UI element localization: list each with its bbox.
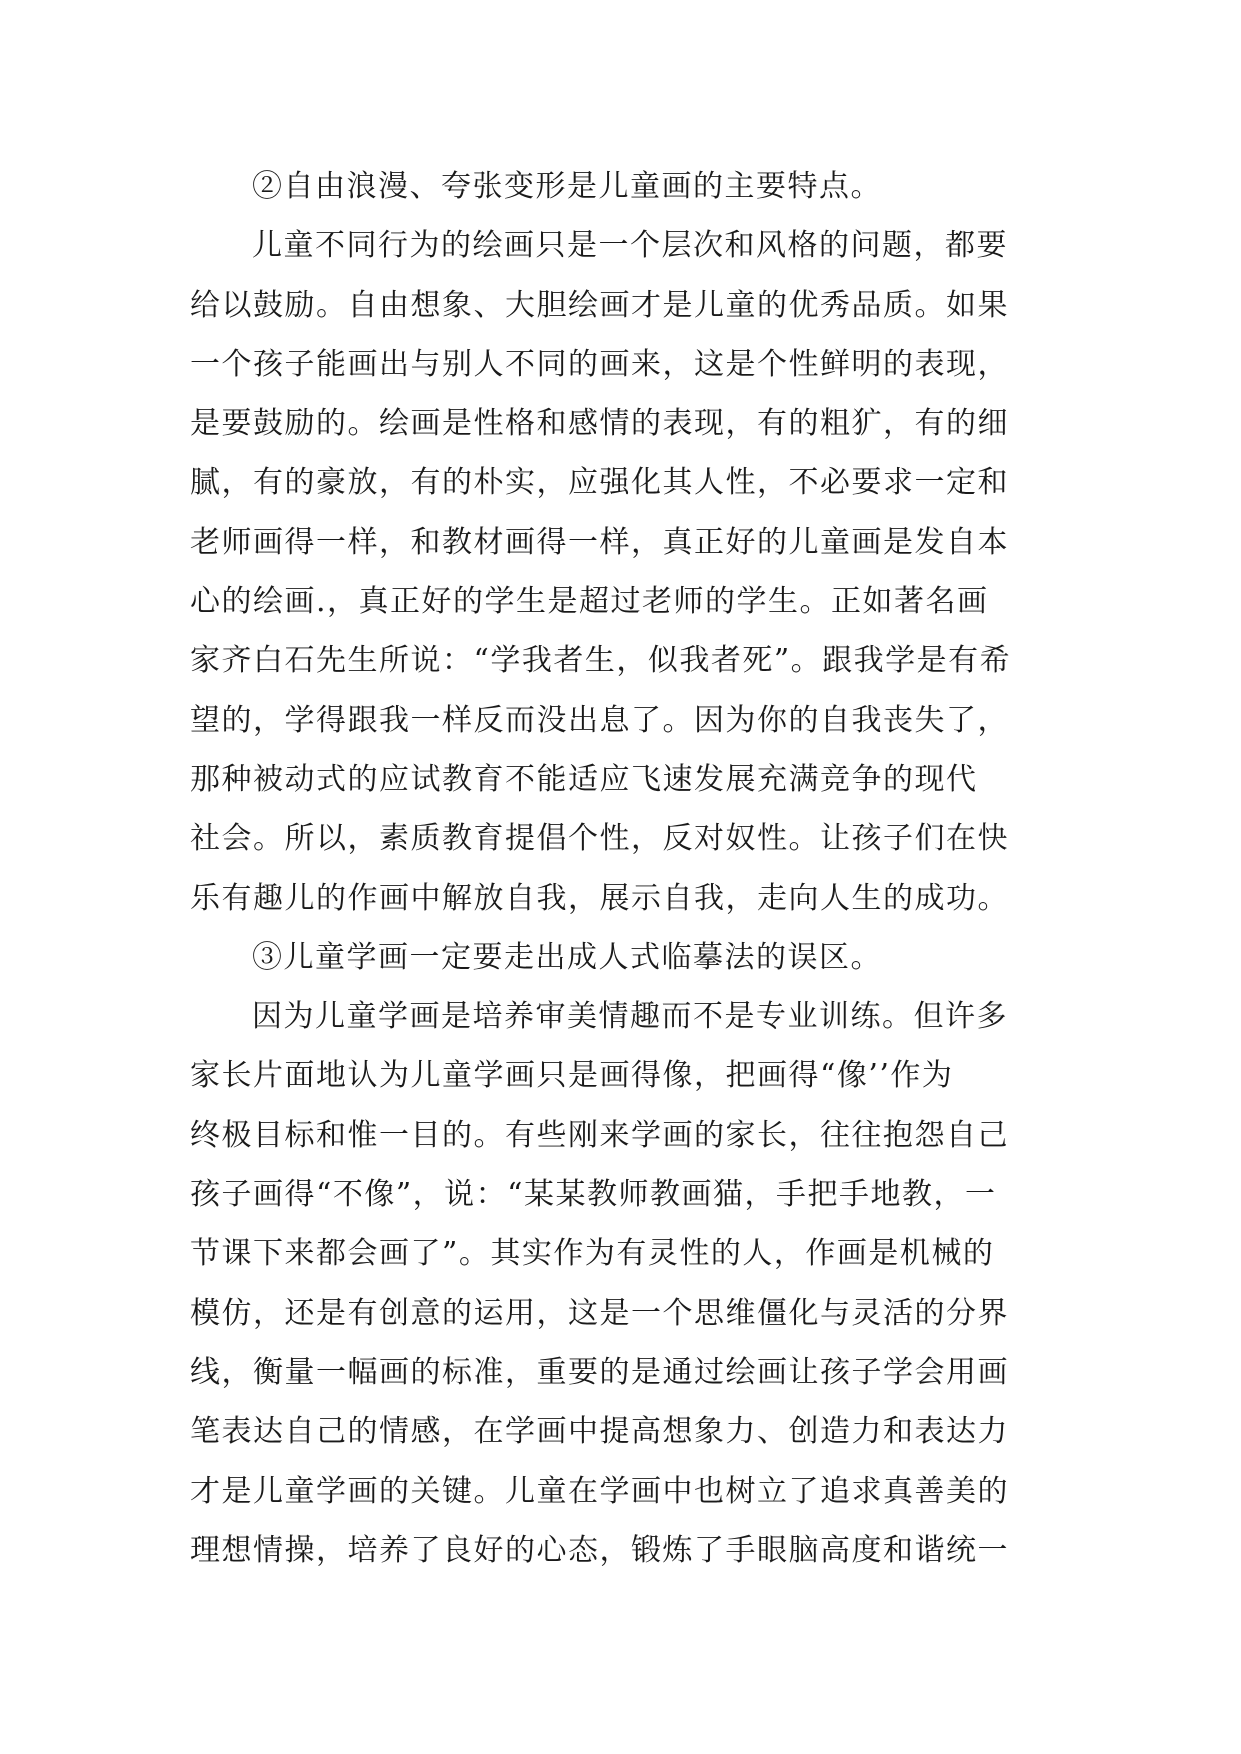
paragraph-line: 腻，有的豪放，有的朴实，应强化其人性，不必要求一定和 bbox=[190, 465, 1009, 501]
paragraph-line: 模仿，还是有创意的运用，这是一个思维僵化与灵活的分界 bbox=[190, 1295, 1009, 1331]
paragraph-line: 乐有趣儿的作画中解放自我，展示自我，走向人生的成功。 bbox=[190, 880, 1009, 916]
paragraph-line: 望的，学得跟我一样反而没出息了。因为你的自我丧失了， bbox=[190, 702, 1009, 738]
paragraph-line: 是要鼓励的。绘画是性格和感情的表现，有的粗犷，有的细 bbox=[190, 406, 1009, 442]
paragraph-line: 孩子画得“不像”，说：“某某教师教画猫，手把手地教，一 bbox=[190, 1177, 997, 1213]
paragraph-line: 社会。所以，素质教育提倡个性，反对奴性。让孩子们在快 bbox=[190, 821, 1009, 857]
paragraph-line: 才是儿童学画的关键。儿童在学画中也树立了追求真善美的 bbox=[190, 1473, 1009, 1509]
paragraph-line: 家长片面地认为儿童学画只是画得像，把画得“像’’作为 bbox=[190, 1058, 954, 1094]
paragraph-line: 一个孩子能画出与别人不同的画来，这是个性鲜明的表现， bbox=[190, 346, 1009, 382]
paragraph-line: 笔表达自己的情感，在学画中提高想象力、创造力和表达力 bbox=[190, 1414, 1009, 1450]
heading-line: ②自由浪漫、夸张变形是儿童画的主要特点。 bbox=[252, 169, 882, 204]
paragraph-line: 线，衡量一幅画的标准，重要的是通过绘画让孩子学会用画 bbox=[190, 1354, 1009, 1390]
paragraph-line: 因为儿童学画是培养审美情趣而不是专业训练。但许多 bbox=[252, 999, 1008, 1035]
paragraph-line: 那种被动式的应试教育不能适应飞速发展充满竞争的现代 bbox=[190, 761, 978, 797]
paragraph-line: 给以鼓励。自由想象、大胆绘画才是儿童的优秀品质。如果 bbox=[190, 287, 1009, 323]
paragraph-line: 节课下来都会画了”。其实作为有灵性的人，作画是机械的 bbox=[190, 1236, 995, 1272]
heading-line: ③儿童学画一定要走出成人式临摹法的误区。 bbox=[252, 939, 882, 975]
body-text bbox=[190, 157, 1060, 1580]
paragraph-line: 老师画得一样，和教材画得一样，真正好的儿童画是发自本 bbox=[190, 524, 1009, 560]
paragraph-line: 终极目标和惟一目的。有些刚来学画的家长，往往抱怨自己 bbox=[190, 1117, 1009, 1153]
paragraph-line: 心的绘画.，真正好的学生是超过老师的学生。正如著名画 bbox=[190, 584, 989, 620]
paragraph-line: 理想情操，培养了良好的心态，锻炼了手眼脑高度和谐统一 bbox=[190, 1532, 1009, 1568]
paragraph-line: 儿童不同行为的绘画只是一个层次和风格的问题，都要 bbox=[252, 228, 1008, 264]
paragraph-line: 家齐白石先生所说：“学我者生，似我者死”。跟我学是有希 bbox=[190, 643, 1012, 679]
